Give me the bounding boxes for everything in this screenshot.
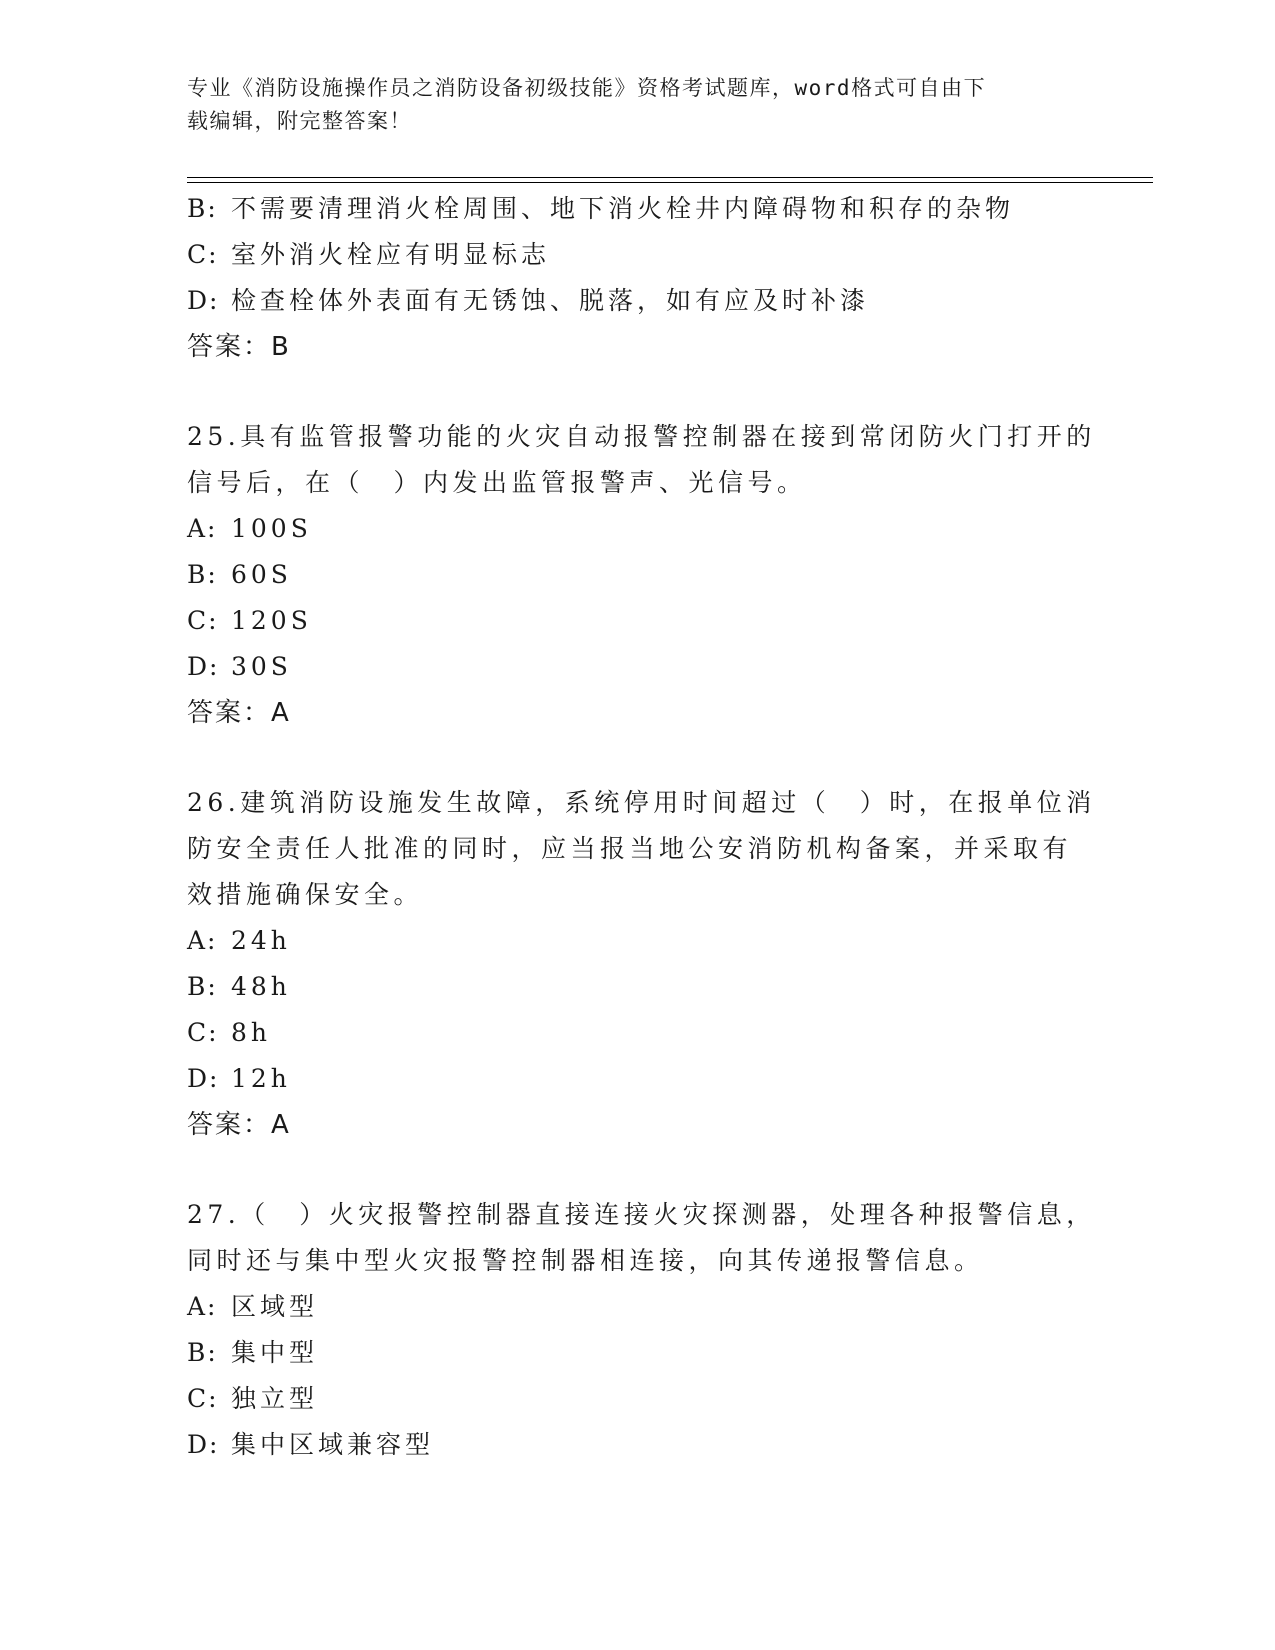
option-c: C: 120S [187, 606, 312, 635]
question-content [187, 186, 1096, 1468]
document-header [187, 72, 1067, 138]
option-a: A: 24h [187, 926, 291, 955]
question-26-text: 26.建筑消防设施发生故障，系统停用时间超过（ ）时，在报单位消 防安全责任人批准的同时，应当报当地公安消防机构备案，并采取有 效措施确保安全。 [187, 788, 1096, 909]
option-d: D: 检查栓体外表面有无锈蚀、脱落，如有应及时补漆 [187, 286, 870, 315]
option-b: B: 48h [187, 972, 291, 1001]
option-d: D: 30S [187, 652, 292, 681]
option-a: A: 区域型 [187, 1292, 319, 1321]
header-line-1: 专业《消防设施操作员之消防设备初级技能》资格考试题库，word格式可自由下 [187, 76, 987, 100]
option-d: D: 集中区域兼容型 [187, 1430, 435, 1459]
answer-line: 答案：A [187, 1110, 291, 1140]
option-c: C: 独立型 [187, 1384, 319, 1413]
option-d: D: 12h [187, 1064, 291, 1093]
option-c: C: 8h [187, 1018, 272, 1047]
question-27-text: 27.（ ）火灾报警控制器直接连接火灾探测器，处理各种报警信息， 同时还与集中型火灾报警控制器相连接，向其传递报警信息。 [187, 1200, 1096, 1275]
question-25-text: 25.具有监管报警功能的火灾自动报警控制器在接到常闭防火门打开的 信号后，在（ ）内发出监管报警声、光信号。 [187, 422, 1096, 497]
option-b: B: 不需要清理消火栓周围、地下消火栓井内障碍物和积存的杂物 [187, 194, 1015, 223]
question-25-block [187, 414, 1096, 736]
question-27-block [187, 1192, 1096, 1468]
header-divider-bottom [187, 182, 1153, 183]
option-a: A: 100S [187, 514, 312, 543]
answer-line: 答案：A [187, 698, 291, 728]
prev-question-block [187, 186, 1087, 370]
option-b: B: 60S [187, 560, 292, 589]
option-c: C: 室外消火栓应有明显标志 [187, 240, 551, 269]
question-26-block [187, 780, 1096, 1148]
option-b: B: 集中型 [187, 1338, 319, 1367]
header-divider-top [187, 177, 1153, 178]
header-line-2: 载编辑，附完整答案！ [187, 109, 412, 133]
answer-line: 答案：B [187, 332, 291, 362]
